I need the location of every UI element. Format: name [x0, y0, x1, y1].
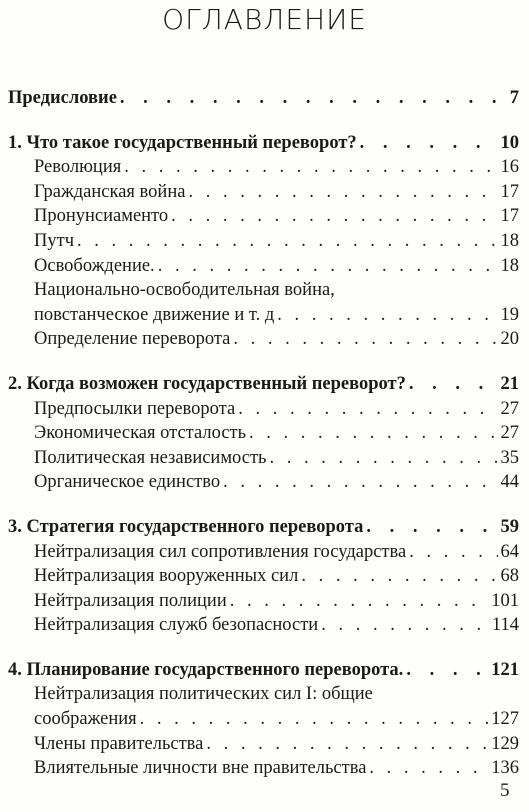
toc-entry-page: 59 [500, 516, 519, 537]
dot-leader [269, 446, 497, 471]
toc-entry-label: Определение переворота [34, 329, 231, 350]
dot-leader [223, 470, 497, 495]
dot-leader [120, 86, 507, 111]
toc-chapter-heading[interactable] [0, 372, 529, 397]
toc-item[interactable] [0, 204, 529, 229]
toc-entry-page: 10 [500, 132, 519, 153]
toc-entry-label: Нейтрализация полиции [34, 590, 227, 611]
dot-leader [409, 372, 498, 397]
dot-leader [249, 421, 497, 446]
toc-entry-page: 64 [500, 541, 519, 562]
page-number: 5 [500, 780, 510, 801]
dot-leader [238, 397, 497, 422]
toc-entry-page: 44 [500, 472, 519, 493]
toc-entry-page: 127 [491, 709, 519, 730]
toc-entry-label: 2. Когда возможен государственный переворот? [8, 373, 406, 394]
toc-entry-label: Экономическая отсталость [34, 423, 247, 444]
dot-leader [188, 180, 497, 205]
dot-leader [206, 732, 488, 757]
dot-leader [171, 204, 497, 229]
toc-entry-page: 114 [491, 615, 519, 636]
toc-entry-label: Национально-освободительная война, [34, 280, 335, 301]
toc-entry-label: Нейтрализация сил сопротивления государства [34, 541, 407, 562]
dot-leader [369, 756, 488, 781]
toc-entry-label: Освобождение. [34, 255, 155, 276]
dot-leader [301, 564, 497, 589]
dot-leader [233, 327, 497, 352]
toc-item[interactable] [0, 180, 529, 205]
toc-entry-page: 68 [500, 566, 519, 587]
toc-chapter-heading[interactable] [0, 131, 529, 156]
toc-entry-label-cont: повстанческое движение и т. д [34, 304, 275, 325]
toc-entry-page: 17 [500, 206, 519, 227]
toc-section-preface [0, 86, 529, 111]
toc-entry-page: 121 [491, 659, 519, 680]
toc-entry-page: 27 [500, 423, 519, 444]
toc-entry-page: 18 [500, 255, 519, 276]
toc-item[interactable] [0, 682, 529, 707]
toc-entry-label: Революция [34, 157, 122, 178]
toc-entry-label: Предисловие [8, 88, 117, 108]
toc-entry-page: 16 [500, 157, 519, 178]
toc-entry-label: 1. Что такое государственный переворот? [8, 132, 357, 153]
toc-item-continuation[interactable] [0, 707, 529, 732]
toc-entry-label: Политическая независимость [34, 447, 267, 468]
toc-item[interactable] [0, 254, 529, 279]
toc-section-chapter-1 [0, 131, 529, 352]
toc-item[interactable] [0, 278, 529, 303]
toc-entry-page: 129 [491, 733, 519, 754]
toc-entry-label-cont: соображения [34, 709, 137, 730]
toc-entry-page: 136 [491, 758, 519, 779]
toc-entry-label: Нейтрализация вооруженных сил [34, 566, 299, 587]
dot-leader [366, 515, 497, 540]
toc-item[interactable] [0, 564, 529, 589]
toc-entry-label: Нейтрализация политических сил I: общие [34, 684, 373, 705]
toc-section-chapter-2 [0, 372, 529, 495]
toc-entry-page: 101 [491, 590, 519, 611]
toc-item[interactable] [0, 446, 529, 471]
dot-leader [360, 131, 498, 156]
toc-entry-label: Влиятельные личности вне правительства [34, 758, 367, 779]
dot-leader [140, 707, 489, 732]
toc-entry-label: 3. Стратегия государственного переворота [8, 516, 364, 537]
toc-item[interactable] [0, 421, 529, 446]
toc-entry-label: 4. Планирование государственного переворота. [8, 659, 404, 680]
dot-leader [409, 540, 497, 565]
toc-item[interactable] [0, 327, 529, 352]
toc-entry-page: 18 [500, 230, 519, 251]
toc-item[interactable] [0, 540, 529, 565]
dot-leader [77, 229, 498, 254]
toc-entry-label: Нейтрализация служб безопасности [34, 615, 319, 636]
toc-item[interactable] [0, 155, 529, 180]
dot-leader [158, 254, 498, 279]
dot-leader [321, 613, 489, 638]
toc-chapter-heading[interactable] [0, 515, 529, 540]
toc-item[interactable] [0, 229, 529, 254]
toc-entry-preface[interactable] [0, 86, 529, 111]
toc-item[interactable] [0, 732, 529, 757]
dot-leader [277, 303, 497, 328]
dot-leader [124, 155, 497, 180]
toc-entry-page: 20 [500, 329, 519, 350]
toc-entry-page: 19 [500, 304, 519, 325]
toc-section-chapter-4 [0, 658, 529, 781]
toc-entry-label: Члены правительства [34, 733, 204, 754]
toc-entry-label: Органическое единство [34, 472, 221, 493]
toc-item[interactable] [0, 589, 529, 614]
toc-chapter-heading[interactable] [0, 658, 529, 683]
toc-item[interactable] [0, 756, 529, 781]
toc-entry-page: 27 [500, 398, 519, 419]
toc-entry-page: 7 [509, 88, 519, 108]
toc-entry-page: 35 [500, 447, 519, 468]
toc-entry-label: Путч [34, 230, 74, 251]
dot-leader [406, 658, 488, 683]
toc-section-chapter-3 [0, 515, 529, 638]
toc-entry-page: 17 [500, 181, 519, 202]
dot-leader [230, 589, 489, 614]
toc-item[interactable] [0, 613, 529, 638]
table-of-contents [0, 86, 529, 801]
page-title: ОГЛАВЛЕНИЕ [162, 3, 367, 36]
toc-item[interactable] [0, 397, 529, 422]
toc-item[interactable] [0, 470, 529, 495]
toc-entry-label: Гражданская война [34, 181, 186, 202]
toc-entry-page: 21 [500, 373, 519, 394]
toc-item-continuation[interactable] [0, 303, 529, 328]
toc-entry-label: Пронунсиаменто [34, 206, 169, 227]
toc-entry-label: Предпосылки переворота [34, 398, 236, 419]
